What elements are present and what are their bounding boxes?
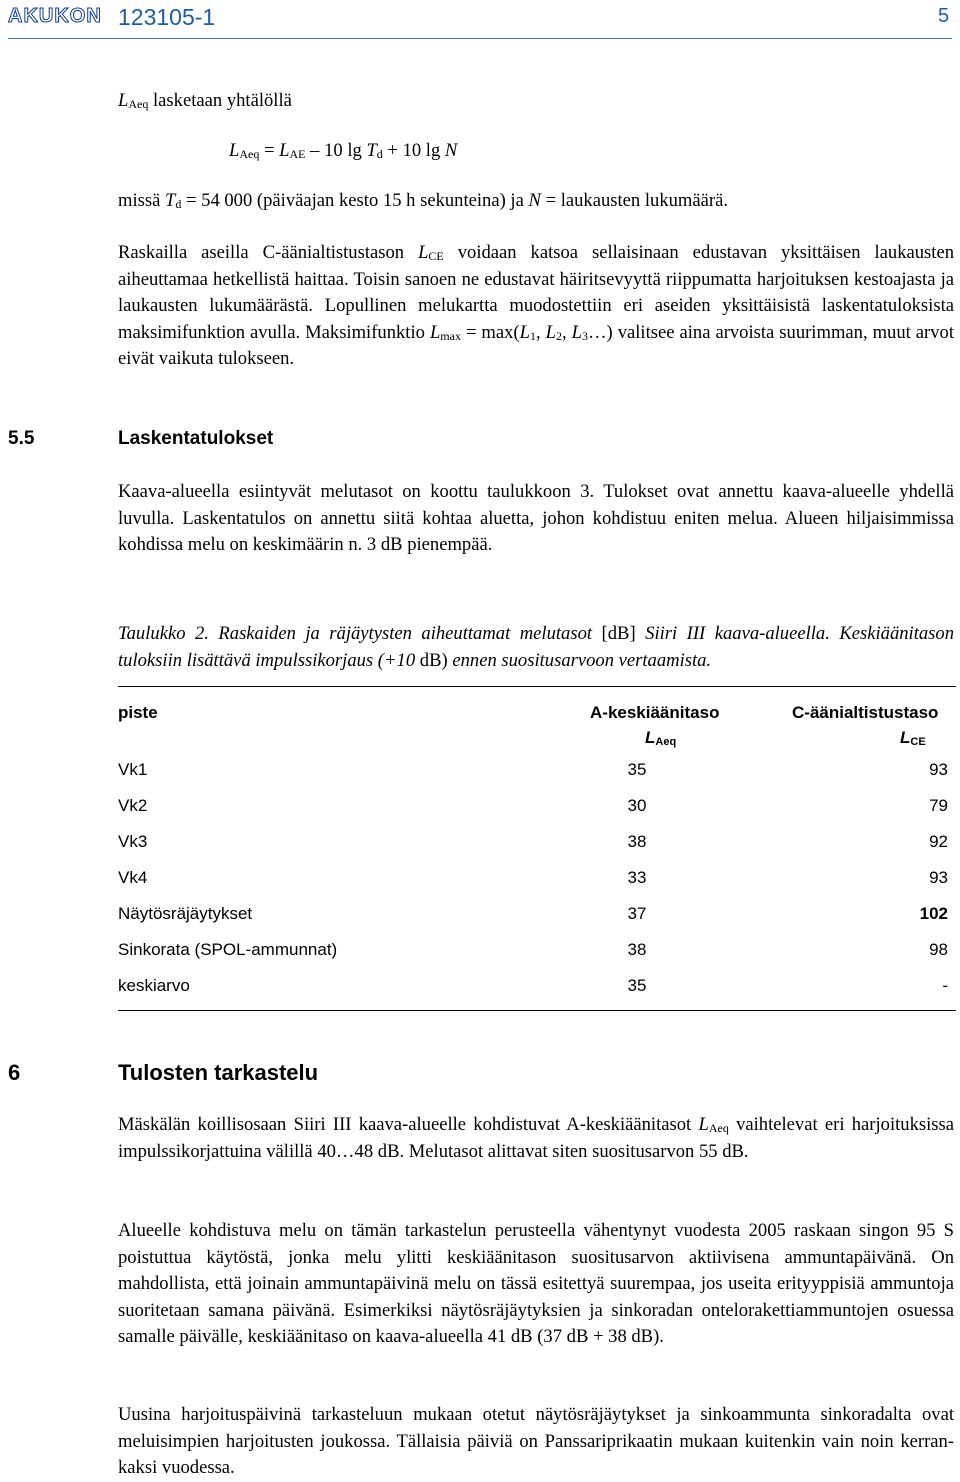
paragraph-c-level: Raskailla aseilla C-äänialtistustason $L_{CE}$ voidaan katsoa sellaisinaan edustavan yksittäisen laukausten aiheuttamaa hetkellistä haittaa. Toisin sanoen ne edustavat häiritsevyyttä riippumatta harjoituksen kestoajasta ja laukausten lukumäärästä. Lopullinen melukartta muodostettiin eri aseiden yksittäisistä laskentatuloksista maksimifunktion avulla. Maksimifunktio $L_{max} = \max(L_1$, $L_2$, $L_3\dots$) valitsee aina arvoista suurimman, muut arvot eivät vaikuta tulokseen. — [118, 242, 955, 369]
table-caption: Taulukko 2. Raskaiden ja räjäytysten aiheuttamat melutasot [dB] Siiri III kaava-alueella. Keskiäänitason tuloksiin lisättävä impulssikorjaus (+10 dB) ennen suositusarvoon vertaamista. — [118, 623, 955, 671]
header-laeq: $L_{Aeq}$ — [645, 728, 677, 748]
header-a-level: A-keskiäänitaso — [590, 703, 720, 722]
chapter-paragraph-2: Alueelle kohdistuva melu on tämän tarkastelun perusteella vähentynyt vuodesta 2005 raskaan singon 95 S poistuttua käytöstä, jonka melu ylitti keskiäänitason suositusarvon aktiivisena ammuntapäivänä. On mahdollista, että joinain ammuntapäivinä melu on tässä esitettyä suurempaa, jos useita erityyppisiä ammuntoja suoritetaan samana päivänä. Esimerkiksi näytösräjäytyksien ja sinkoradan ontelorakettiammuntojen osuessa samalle päivälle, keskiäänitaso on kaava-alueella 41 dB (37 dB + 38 dB). — [118, 1220, 954, 1347]
formula: $L_{Aeq} = L_{AE} - 10$ $\lg T_d + 10$ lg N — [229, 140, 458, 161]
table-row: Vk2 30 79 — [118, 796, 948, 815]
company-logo: AKUKON — [8, 5, 102, 27]
header-piste: piste — [118, 703, 158, 722]
page-number: 5 — [938, 5, 950, 27]
table-row: Näytösräjäytykset 37 102 — [118, 904, 948, 923]
chapter-paragraph-1: Mäskälän koillisosaan Siiri III kaava-alueelle kohdistuvat A-keskiäänitasot $L_{Aeq}$ vaihtelevat eri harjoituksissa impulssikorjattuina välillä 40…48 dB. Melutasot alittavat siten suositusarvon 55 dB. — [118, 1114, 954, 1162]
section-number: 5.5 — [8, 428, 35, 449]
chapter-title: Tulosten tarkastelu — [118, 1060, 319, 1085]
table-row: Vk3 38 92 — [118, 832, 948, 851]
document-number: 123105-1 — [118, 4, 216, 30]
header-c-level: C-äänialtistustaso — [792, 703, 939, 722]
table-row: Vk1 35 93 — [118, 760, 948, 779]
section-title: Laskentatulokset — [118, 428, 274, 449]
chapter-paragraph-3: Uusina harjoituspäivinä tarkasteluun mukaan otetut näytösräjäytykset ja sinkoammunta sinkoradalta ovat meluisimpien harjoitusten joukossa. Tällaisia päiviä on Panssariprikaatin mukaan kuitenkin vain noin kerran-kaksi vuodessa. — [118, 1404, 954, 1478]
header-lce: $L_{CE}$ — [900, 728, 926, 748]
page-header — [0, 0, 960, 40]
table-row: Sinkorata (SPOL-ammunnat) 38 98 — [118, 940, 948, 959]
table-row: keskiarvo 35 - — [118, 976, 948, 995]
table-row: Vk4 33 93 — [118, 868, 948, 887]
formula-explanation: missä $T_d = 54$ 000 (päiväajan kesto 15 h sekunteina) ja N = laukausten lukumäärä. — [118, 190, 728, 211]
header-divider — [8, 38, 952, 39]
table-bottom-rule — [118, 1010, 956, 1011]
section-text: Kaava-alueella esiintyvät melutasot on koottu taulukkoon 3. Tulokset ovat annettu kaava-alueelle yhdellä luvulla. Laskentatulos on annettu siitä kohtaa aluetta, johon kohdistuu eniten melua. Alueen hiljaisimmissa kohdissa melu on keskimäärin n. 3 dB pienempää. — [118, 481, 954, 555]
chapter-number: 6 — [8, 1060, 21, 1085]
intro-line: $L_{Aeq}$ lasketaan yhtälöllä — [118, 90, 292, 111]
table-top-rule — [118, 686, 956, 687]
